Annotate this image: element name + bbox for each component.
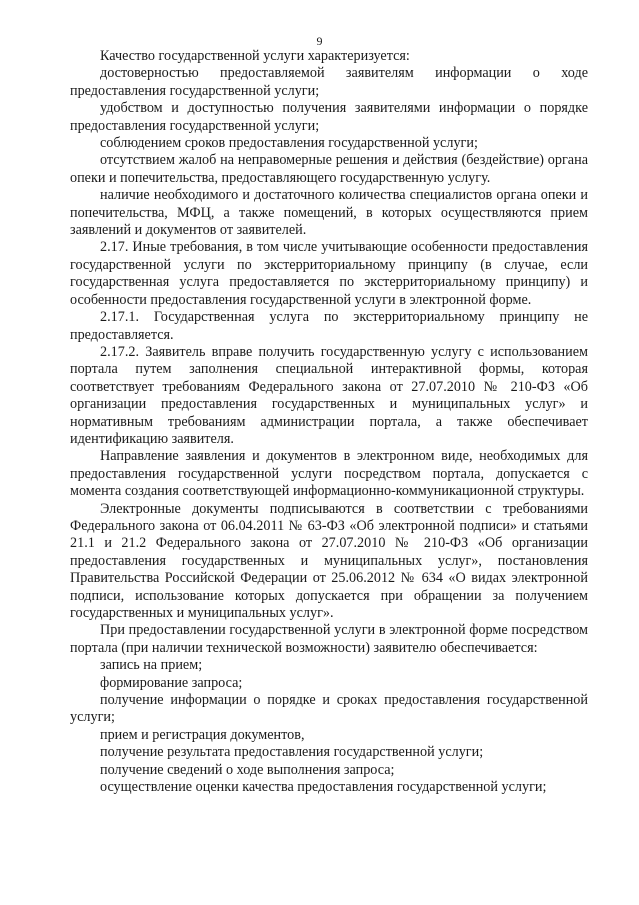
- paragraph: формирование запроса;: [100, 674, 243, 691]
- document-body: [70, 48, 588, 796]
- paragraph: Качество государственной услуги характеризуется:: [100, 48, 410, 64]
- paragraph: прием и регистрация документов,: [100, 726, 305, 743]
- paragraph: наличие необходимого и достаточного количества специалистов органа опеки и попечительства, МФЦ, а также помещений, в которых осуществляются прием заявлений и документов от заявителей.: [70, 187, 588, 239]
- paragraph: удобством и доступностью получения заявителями информации о порядке предоставления государственной услуги;: [70, 100, 588, 134]
- paragraph: осуществление оценки качества предоставления государственной услуги;: [100, 779, 547, 796]
- paragraph: 2.17. Иные требования, в том числе учитывающие особенности предоставления государственной услуги по экстерриториальному принципу (в случае, если государственная услуга предоставляется по экстерриториальному принципу) и особенности предоставления государственной услуги в электронной форме.: [70, 239, 588, 308]
- paragraph: достоверностью предоставляемой заявителям информации о ходе предоставления государственной услуги;: [70, 65, 588, 99]
- page-number: 9: [316, 34, 323, 48]
- paragraph: запись на прием;: [100, 657, 203, 674]
- paragraph: 2.17.1. Государственная услуга по экстерриториальному принципу не предоставляется.: [70, 309, 588, 343]
- paragraph: получение результата предоставления государственной услуги;: [100, 744, 484, 761]
- paragraph: Направление заявления и документов в электронном виде, необходимых для предоставления государственной услуги посредством портала, допускается с момента создания соответствующей информационно-коммуникационной структуры.: [70, 448, 588, 500]
- paragraph: соблюдением сроков предоставления государственной услуги;: [100, 135, 478, 152]
- paragraph: 2.17.2. Заявитель вправе получить государственную услугу с использованием портала путем заполнения специальной интерактивной формы, которая соответствует требованиям Федерального закона от 27.07.2010 № 210-ФЗ «Об организации предоставления государственных и муниципальных услуг» и нормативным требованиям администрации портала, а также обеспечивает идентификацию заявителя.: [70, 343, 588, 447]
- paragraph: отсутствием жалоб на неправомерные решения и действия (бездействие) органа опеки и попечительства, предоставляющего государственную услугу.: [70, 152, 588, 186]
- paragraph: Электронные документы подписываются в соответствии с требованиями Федерального закона от 06.04.2011 № 63-ФЗ «Об электронной подписи» и статьями 21.1 и 21.2 Федерального закона от 27.07.2010 № 210-ФЗ «Об организации предоставления государственных и муниципальных услуг», постановления Правительства Российской Федерации от 25.06.2012 № 634 «О видах электронной подписи, использование которых допускается при обращении за получением государственных и муниципальных услуг».: [70, 500, 588, 621]
- paragraph: При предоставлении государственной услуги в электронной форме посредством портала (при наличии технической возможности) заявителю обеспечивается:: [70, 622, 588, 656]
- paragraph: получение информации о порядке и сроках предоставления государственной услуги;: [70, 692, 588, 726]
- paragraph: получение сведений о ходе выполнения запроса;: [100, 761, 395, 778]
